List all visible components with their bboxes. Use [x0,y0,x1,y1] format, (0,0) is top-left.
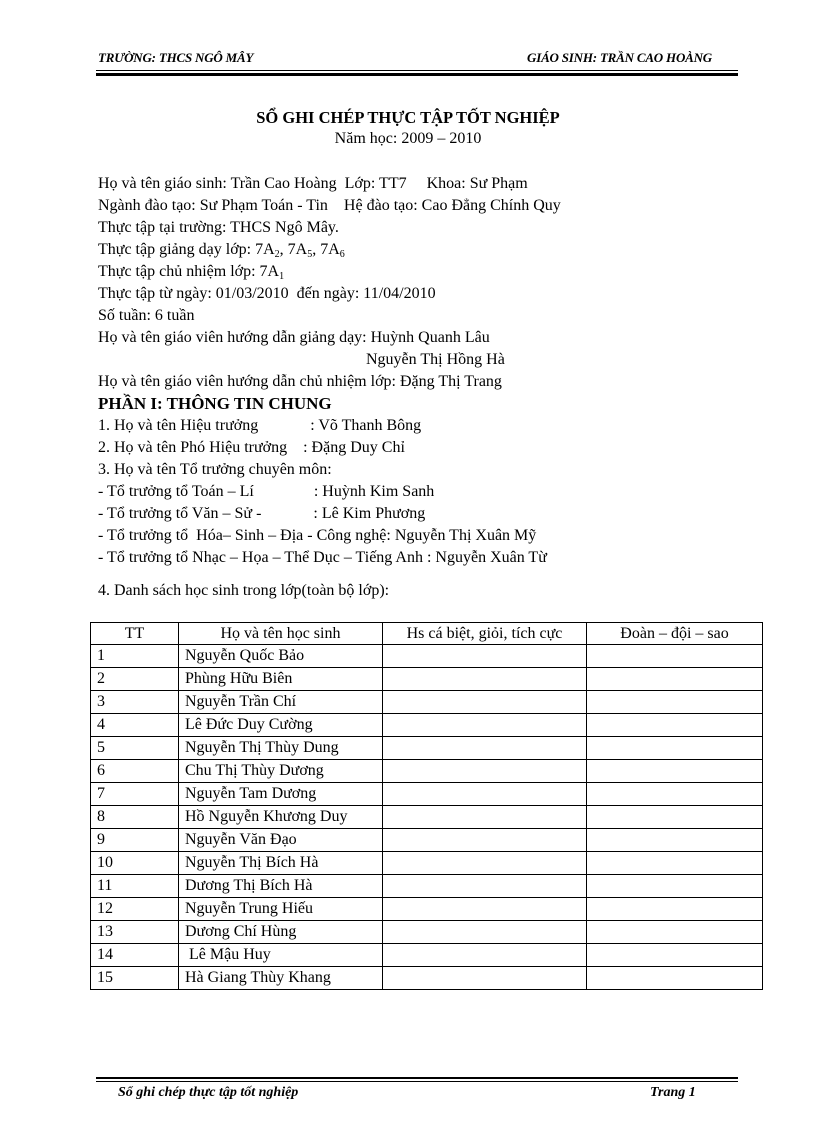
table-row [91,691,763,714]
general-arts-head-line: - Tổ trưởng tổ Nhạc – Họa – Thể Dục – Tiếng Anh : Nguyễn Xuân Từ [98,549,547,566]
column-header-name: Họ và tên học sinh [179,623,383,645]
info-homeroom-label: Thực tập chủ nhiệm lớp: 7A [98,263,280,280]
cell-union [587,691,763,714]
cell-student-name: Chu Thị Thùy Dương [179,760,383,783]
info-training-line: Ngành đào tạo: Sư Phạm Toán - Tin Hệ đào tạo: Cao Đẳng Chính Quy [98,197,561,214]
footer-rule-thin [96,1081,738,1082]
cell-student-name: Nguyễn Thị Thùy Dung [179,737,383,760]
cell-student-name: Dương Thị Bích Hà [179,875,383,898]
table-header-row [91,623,763,645]
cell-student-name: Hà Giang Thùy Khang [179,967,383,990]
table-row [91,806,763,829]
cell-union [587,967,763,990]
info-dates-line: Thực tập từ ngày: 01/03/2010 đến ngày: 11/04/2010 [98,285,436,302]
cell-union [587,737,763,760]
cell-tt: 10 [91,852,179,875]
cell-notes [383,691,587,714]
cell-student-name: Nguyễn Văn Đạo [179,829,383,852]
cell-student-name: Dương Chí Hùng [179,921,383,944]
cell-notes [383,829,587,852]
cell-union [587,944,763,967]
cell-notes [383,645,587,668]
general-principal-line: 1. Họ và tên Hiệu trưởng : Võ Thanh Bông [98,417,422,434]
general-lit-head-line: - Tổ trưởng tổ Văn – Sử - : Lê Kim Phương [98,505,426,522]
cell-union [587,668,763,691]
cell-tt: 6 [91,760,179,783]
info-teaching-label: Thực tập giảng dạy lớp: [98,241,256,258]
cell-notes [383,944,587,967]
cell-notes [383,668,587,691]
info-weeks-line: Số tuần: 6 tuần [98,307,195,324]
cell-union [587,898,763,921]
cell-tt: 15 [91,967,179,990]
info-teaching-mentor-line: Họ và tên giáo viên hướng dẫn giảng dạy: Huỳnh Quanh Lâu [98,329,490,346]
cell-notes [383,967,587,990]
table-row [91,898,763,921]
table-body [91,645,763,990]
cell-union [587,714,763,737]
cell-notes [383,783,587,806]
header-trainee: GIÁO SINH: TRẦN CAO HOÀNG [527,50,712,65]
student-table [90,622,763,990]
cell-notes [383,852,587,875]
cell-notes [383,921,587,944]
cell-tt: 4 [91,714,179,737]
info-homeroom-mentor-line: Họ và tên giáo viên hướng dẫn chủ nhiệm lớp: Đặng Thị Trang [98,373,502,390]
cell-student-name: Nguyễn Quốc Bảo [179,645,383,668]
table-row [91,944,763,967]
header-rule-thin [96,70,738,71]
column-header-union: Đoàn – đội – sao [587,623,763,645]
cell-union [587,645,763,668]
cell-tt: 13 [91,921,179,944]
cell-union [587,921,763,944]
cell-union [587,783,763,806]
class-text: , 7A [279,241,308,258]
table-row [91,645,763,668]
table-row [91,668,763,691]
class-text: 7A [255,241,275,258]
header-rule-thick [96,73,738,76]
info-teaching-classes-line [98,239,561,261]
cell-notes [383,760,587,783]
column-header-tt: TT [91,623,179,645]
cell-notes [383,714,587,737]
cell-notes [383,806,587,829]
header-school: TRƯỜNG: THCS NGÔ MÂY [98,50,254,65]
cell-student-name: Nguyễn Tam Dương [179,783,383,806]
cell-student-name: Phùng Hữu Biên [179,668,383,691]
info-block [98,173,561,569]
table-row [91,921,763,944]
table-row [91,967,763,990]
cell-tt: 11 [91,875,179,898]
page-subtitle: Năm học: 2009 – 2010 [334,130,482,147]
page-title: SỔ GHI CHÉP THỰC TẬP TỐT NGHIỆP [256,108,560,127]
table-row [91,714,763,737]
class-sub: 1 [279,271,285,282]
general-math-head-line: - Tổ trưởng tổ Toán – Lí : Huỳnh Kim Sanh [98,483,435,500]
info-homeroom-line [98,261,561,283]
page-number: Trang 1 [650,1085,696,1100]
info-school-line: Thực tập tại trường: THCS Ngô Mây. [98,219,339,236]
cell-tt: 9 [91,829,179,852]
cell-union [587,875,763,898]
info-trainee-line: Họ và tên giáo sinh: Trần Cao Hoàng Lớp: TT7 Khoa: Sư Phạm [98,175,528,192]
cell-notes [383,875,587,898]
cell-student-name: Nguyễn Trung Hiếu [179,898,383,921]
student-list-title: 4. Danh sách học sinh trong lớp(toàn bộ lớp): [98,582,390,599]
cell-notes [383,737,587,760]
cell-student-name: Hồ Nguyễn Khương Duy [179,806,383,829]
cell-union [587,806,763,829]
cell-tt: 7 [91,783,179,806]
general-heads-line: 3. Họ và tên Tổ trưởng chuyên môn: [98,461,332,478]
table-row [91,783,763,806]
general-science-head-line: - Tổ trưởng tổ Hóa– Sinh – Địa - Công nghệ: Nguyễn Thị Xuân Mỹ [98,527,537,544]
cell-tt: 2 [91,668,179,691]
cell-tt: 3 [91,691,179,714]
info-teaching-mentor-2-line: Nguyễn Thị Hồng Hà [98,351,505,368]
cell-student-name: Nguyễn Thị Bích Hà [179,852,383,875]
class-sub: 5 [307,249,313,260]
cell-student-name: Nguyễn Trần Chí [179,691,383,714]
cell-union [587,760,763,783]
cell-notes [383,898,587,921]
cell-union [587,852,763,875]
footer-rule-thick [96,1077,738,1079]
table-row [91,760,763,783]
footer-title: Sổ ghi chép thực tập tốt nghiệp [118,1085,299,1100]
cell-tt: 14 [91,944,179,967]
table-row [91,875,763,898]
cell-tt: 1 [91,645,179,668]
column-header-notes: Hs cá biệt, giỏi, tích cực [383,623,587,645]
cell-student-name: Lê Mậu Huy [179,944,383,967]
table-row [91,737,763,760]
class-sub: 6 [339,249,345,260]
table-row [91,852,763,875]
cell-tt: 5 [91,737,179,760]
cell-tt: 8 [91,806,179,829]
class-text: , 7A [312,241,340,258]
section-heading: PHẦN I: THÔNG TIN CHUNG [98,394,332,413]
table-row [91,829,763,852]
cell-union [587,829,763,852]
cell-student-name: Lê Đức Duy Cường [179,714,383,737]
general-vice-principal-line: 2. Họ và tên Phó Hiệu trưởng : Đặng Duy Chỉ [98,439,405,456]
class-sub: 2 [274,249,280,260]
cell-tt: 12 [91,898,179,921]
